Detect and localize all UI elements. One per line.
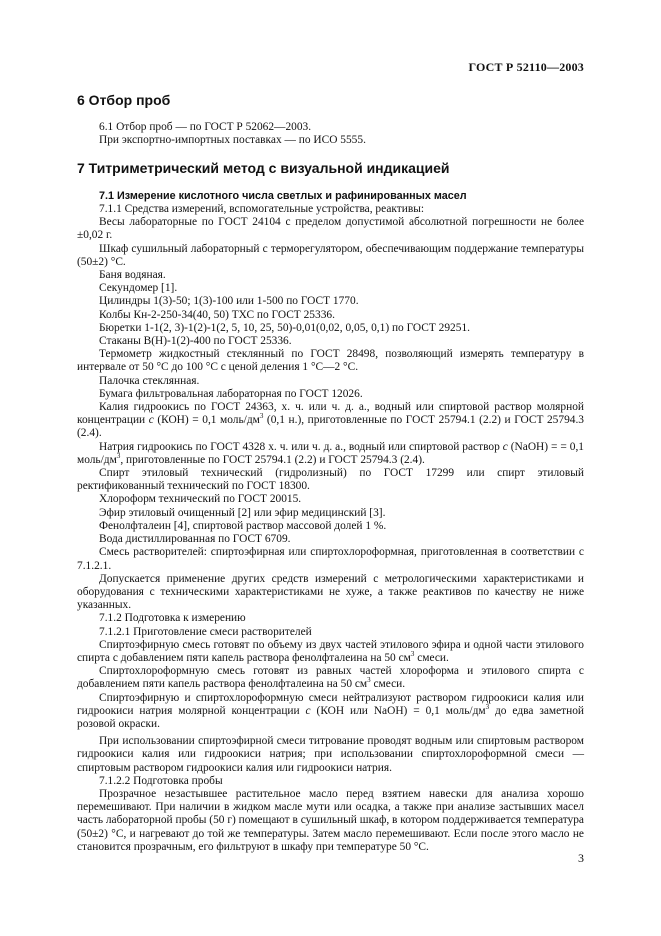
paragraph: Эфир этиловый очищенный [2] или эфир медицинский [3].	[99, 506, 386, 519]
paragraph: Термометр жидкостный стеклянный по ГОСТ 28498, позволяющий измерять температуру в интервале от 50 °С до 100 °С с ценой деления 1 °С—2 °С.	[77, 348, 584, 374]
document-code: ГОСТ Р 52110—2003	[468, 60, 584, 74]
text-run: смеси.	[414, 651, 449, 664]
text-run: Спиртохлороформную смесь готовят из равных частей хлороформа и этилового спирта с добавлением пяти капель раствора фенолфталеина на 50 см	[77, 665, 584, 691]
paragraph: Баня водяная.	[99, 269, 166, 282]
text-run: (0,1 н.), приготовленные по ГОСТ 25794.1 (2.2) и ГОСТ 25794.3 (2.4).	[77, 414, 585, 440]
section-7-title: 7 Титриметрический метод с визуальной индикацией	[77, 159, 450, 176]
ether-mixture-paragraph	[77, 639, 584, 665]
page-body	[77, 94, 584, 854]
paragraph: Смесь растворителей: спиртоэфирная или спиртохлороформная, приготовленная в соответствии с 7.1.2.1.	[77, 546, 584, 572]
paragraph: Стаканы В(Н)-1(2)-400 по ГОСТ 25336.	[99, 335, 292, 348]
text-run: (NaOH) = = 0,1 моль/дм	[77, 440, 585, 466]
paragraph: Вода дистиллированная по ГОСТ 6709.	[99, 533, 291, 546]
text-run: (КОН или NaOH) = 0,1 моль/дм	[310, 704, 486, 717]
superscript: 3	[410, 650, 415, 659]
neutralization-paragraph	[77, 692, 584, 732]
text-run: Калия гидроокись по ГОСТ 24363, х. ч. или ч. д. а., водный или спиртовой раствор молярной концентрации	[77, 401, 584, 427]
superscript: 3	[259, 412, 264, 421]
paragraph: Бумага фильтровальная лабораторная по ГОСТ 12026.	[99, 387, 363, 400]
paragraph: Допускается применение других средств измерений с метрологическими характеристиками и оборудования с техническими характеристиками не хуже, а также реактивов по качеству не ниже указанных.	[77, 572, 584, 612]
paragraph: 7.1.1 Средства измерений, вспомогательные устройства, реактивы:	[99, 203, 425, 216]
superscript: 3	[367, 676, 371, 685]
naoh-paragraph	[77, 441, 584, 467]
subsection-heading: 7.1.2.2 Подготовка пробы	[99, 774, 223, 787]
paragraph: Фенолфталеин [4], спиртовой раствор массовой долей 1 %.	[99, 519, 387, 532]
superscript: 3	[116, 452, 121, 461]
subsection-7-1-title: 7.1 Измерение кислотного числа светлых и рафинированных масел	[99, 189, 467, 202]
paragraph: Колбы Кн-2-250-34(40, 50) ТХС по ГОСТ 25336.	[99, 308, 335, 321]
paragraph: Цилиндры 1(3)-50; 1(3)-100 или 1-500 по ГОСТ 1770.	[99, 295, 359, 308]
paragraph: Прозрачное незастывшее растительное масло перед взятием навески для анализа хорошо перемешивают. При наличии в жидком масле мути или осадка, а также при анализе застывших масел часть лабораторной пробы (50 г) помещают в сушильный шкаф, в котором поддерживается температура (50±2) °С, и нагревают до той же температуры. Затем масло перемешивают. Если после этого масло не становится прозрачным, его фильтруют в шкафу при температуре 50 °С.	[77, 787, 584, 853]
paragraph: При использовании спиртоэфирной смеси титрование проводят водным или спиртовым раствором гидроокиси калия или гидроокиси натрия; при использовании спиртохлороформной смеси — спиртовым раствором гидроокиси калия или гидроокиси натрия.	[77, 735, 584, 774]
paragraph: Хлороформ технический по ГОСТ 20015.	[99, 493, 302, 506]
text-run: Натрия гидроокись по ГОСТ 4328 х. ч. или ч. д. а., водный или спиртовой раствор	[99, 440, 503, 453]
superscript: 3	[485, 702, 490, 711]
paragraph: Секундомер [1].	[99, 282, 178, 295]
paragraph: Палочка стеклянная.	[99, 374, 200, 387]
text-run: Спиртоэфирную смесь готовят по объему из двух частей этилового эфира и одной части этилового спирта с добавлением пяти капель раствора фенолфталеина на 50 см	[77, 638, 584, 664]
paragraph: 6.1 Отбор проб — по ГОСТ Р 52062—2003.	[99, 121, 312, 134]
subsection-heading: 7.1.2.1 Приготовление смеси растворителей	[99, 625, 312, 638]
text-run: Спиртоэфирную и спиртохлороформную смеси нейтрализуют раствором гидроокиси калия или гидроокиси натрия молярной концентрации	[77, 691, 584, 717]
text-run: (КОН) = 0,1 моль/дм	[153, 414, 260, 427]
subsection-heading: 7.1.2 Подготовка к измерению	[99, 612, 246, 625]
text-run: до едва заметной розовой окраски.	[77, 704, 585, 730]
text-run: смеси.	[370, 678, 406, 691]
concentration-symbol: c	[305, 704, 311, 717]
page-number: 3	[578, 851, 584, 865]
concentration-symbol: c	[148, 414, 154, 427]
paragraph: Шкаф сушильный лабораторный с терморегулятором, обеспечивающим поддержание температуры (50±2) °С.	[77, 242, 584, 268]
chloroform-mixture-paragraph	[77, 665, 584, 691]
text-run: , приготовленные по ГОСТ 25794.1 (2.2) и ГОСТ 25794.3 (2.4).	[120, 453, 425, 466]
paragraph: Спирт этиловый технический (гидролизный) по ГОСТ 17299 или спирт этиловый ректификованный технический по ГОСТ 18300.	[77, 467, 584, 493]
paragraph: При экспортно-импортных поставках — по ИСО 5555.	[99, 134, 366, 147]
paragraph: Бюретки 1-1(2, 3)-1(2)-1(2, 5, 10, 25, 50)-0,01(0,02, 0,05, 0,1) по ГОСТ 29251.	[99, 321, 470, 334]
paragraph: Весы лабораторные по ГОСТ 24104 с пределом допустимой абсолютной погрешности не более ±0,02 г.	[77, 216, 584, 242]
concentration-symbol: c	[502, 440, 508, 453]
section-6-title: 6 Отбор проб	[77, 92, 171, 108]
koh-paragraph	[77, 401, 584, 441]
